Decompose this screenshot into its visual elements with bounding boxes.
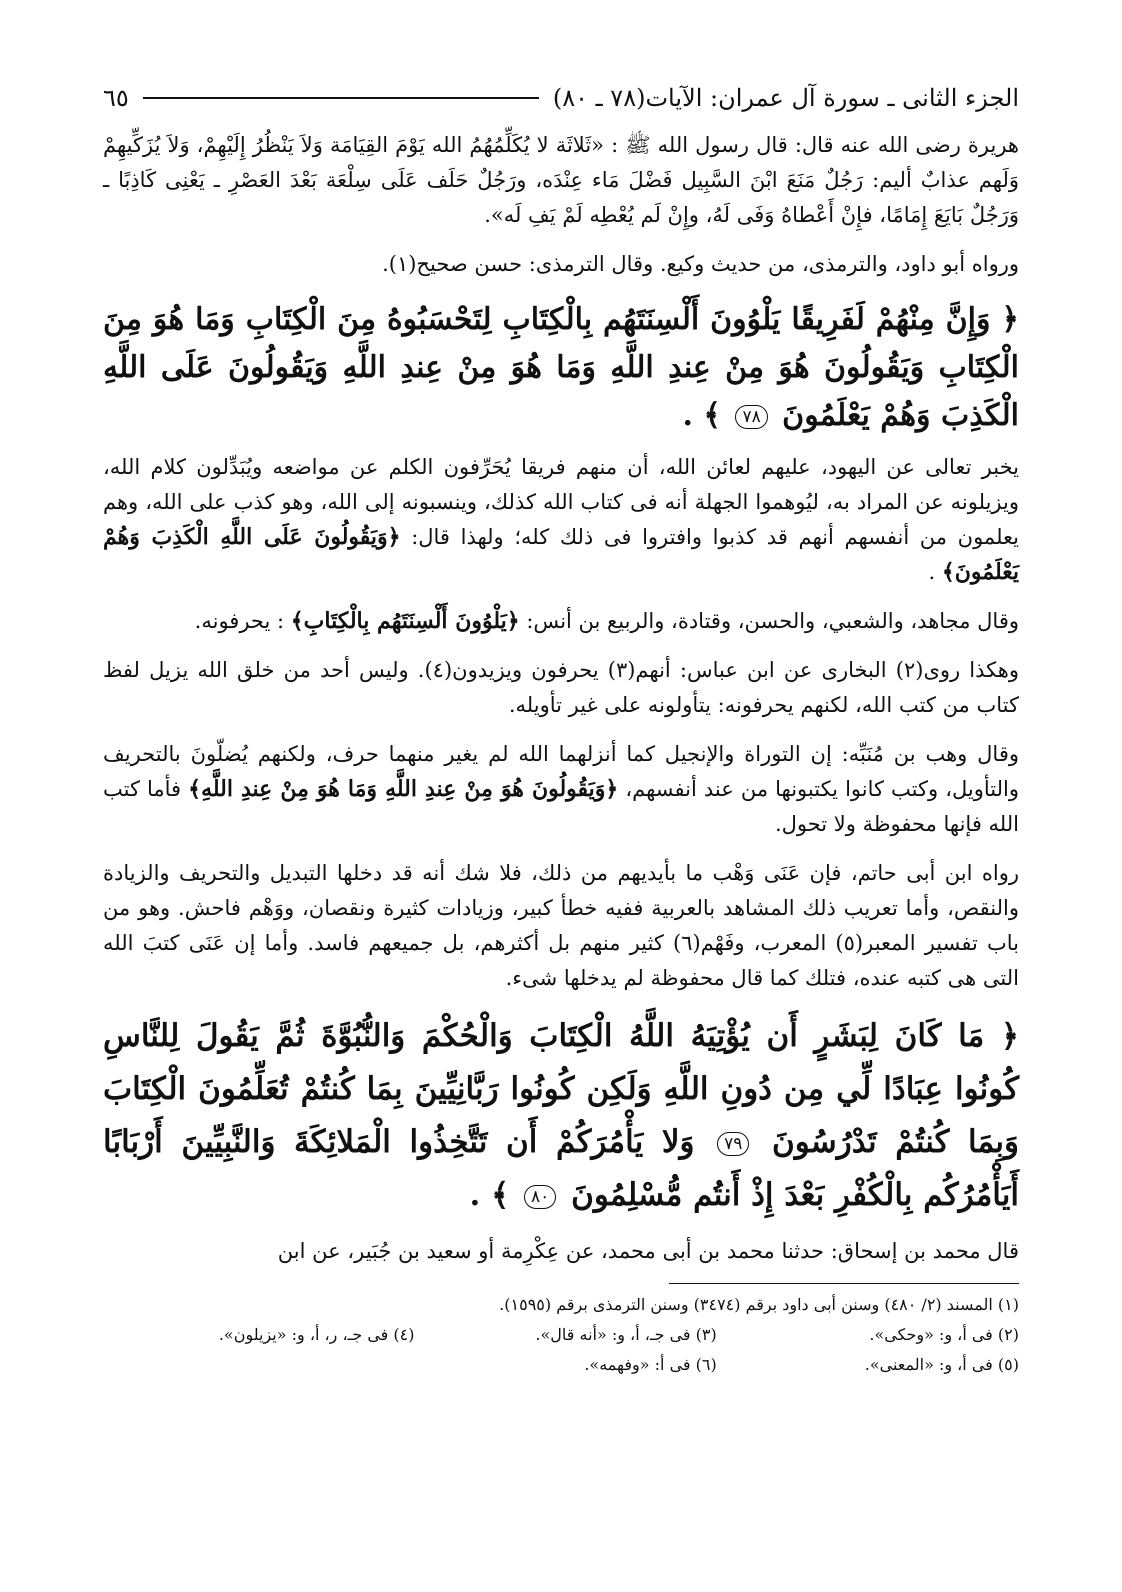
quoted-verse: ﴿يَلْوُونَ أَلْسِنَتَهُم بِالْكِتَابِ﴾ xyxy=(290,608,520,634)
header-rule xyxy=(143,97,539,99)
verse-text: ﴿ مَا كَانَ لِبَشَرٍ أَن يُؤْتِيَهُ اللَّهُ الْكِتَابَ وَالْحُكْمَ وَالنُّبُوَّةَ ثُمَّ يَقُولَ لِلنَّاسِ كُونُوا عِبَادًا لِّي مِن دُونِ اللَّهِ وَلَكِن كُونُوا رَبَّانِيِّينَ بِمَا كُنتُمْ تُعَلِّمُونَ الْكِتَابَ وَبِمَا كُنتُمْ تَدْرُسُونَ xyxy=(103,1018,1019,1160)
tafsir-paragraph: قال محمد بن إسحاق: حدثنا محمد بن أبى محمد، عن عِكْرِمة أو سعيد بن جُبَير، عن ابن xyxy=(277,1239,1019,1263)
tafsir-paragraph: وهكذا روى(٢) البخارى عن ابن عباس: أنهم(٣) يحرفون ويزيدون(٤). وليس أحد من خلق الله يزيل لفظ كتاب من كتب الله، لكنهم يحرفونه: يتأولونه على غير تأويله. xyxy=(103,658,1019,717)
tafsir-text: وقال وهب بن مُنَبِّه: إن التوراة والإنجيل كما أنزلهما الله لم يغير منهما حرف، ولكنهم يُضلّونَ بالتحريف والتأويل، وكتب كانوا يكتبونها من عند أنفسهم، xyxy=(103,742,1019,801)
hadith-paragraph: هريرة رضى الله عنه قال: قال رسول الله ﷺ : «ثَلاثَة لا يُكَلِّمُهُمُ الله يَوْمَ القِيَامَة وَلاَ يَنْظُرُ إِلَيْهِمْ، وَلاَ يُزَكِّيهِمْ وَلَهم عذابٌ أليم: رَجُلٌ مَنَعَ ابْنَ السَّبِيل فَضْلَ مَاء عِنْدَه، ورَجُلٌ حَلَف عَلَى سِلْعَة بَعْدَ العَصْرِ ـ يَعْنِى كَاذِبًا ـ وَرَجُلٌ بَايَعَ إِمَامًا، فإِنْ أَعْطاهُ وَفَى لَهُ، وإِنْ لَم يُعْطِه لَمْ يَفِ لَه». xyxy=(103,133,1019,227)
quoted-verse: ﴿وَيَقُولُونَ عَلَى اللَّهِ الْكَذِبَ وَهُمْ يَعْلَمُونَ﴾ xyxy=(103,524,1019,585)
ayah-number-marker: ٧٩ xyxy=(717,1132,749,1156)
verse-end: ﴾ . xyxy=(682,398,721,433)
footnote-1: (١) المسند (٢/ ٤٨٠) وسنن أبى داود برقم (٣٤٧٤) وسنن الترمذى برقم (١٥٩٥). xyxy=(499,1295,1019,1314)
footnote-3: (٣) فى جـ، أ، و: «أنه قال». xyxy=(535,1325,717,1344)
quran-verses-79-80 xyxy=(103,1010,1019,1222)
footnote-2: (٢) فى أ، و: «وحكى». xyxy=(869,1325,1019,1344)
tafsir-text: : يحرفونه. xyxy=(194,609,285,633)
page-header xyxy=(103,74,1019,122)
footnote-rule xyxy=(669,1283,1019,1284)
tafsir-paragraph xyxy=(103,737,1019,842)
quran-verse-78 xyxy=(103,296,1019,440)
tafsir-text: فأما كتب الله فإنها محفوظة ولا تحول. xyxy=(103,777,1019,836)
footnote-row xyxy=(103,1320,1019,1350)
verse-text: ﴿ وَإِنَّ مِنْهُمْ لَفَرِيقًا يَلْوُونَ أَلْسِنَتَهُم بِالْكِتَابِ لِتَحْسَبُوهُ مِنَ الْكِتَابِ وَمَا هُوَ مِنَ الْكِتَابِ وَيَقُولُونَ هُوَ مِنْ عِندِ اللَّهِ وَمَا هُوَ مِنْ عِندِ اللَّهِ وَيَقُولُونَ عَلَى اللَّهِ الْكَذِبَ وَهُمْ يَعْلَمُونَ xyxy=(103,302,1019,433)
footnote-row xyxy=(103,1290,1019,1320)
footnote-6: (٦) فى أ: «وفهمه». xyxy=(584,1355,717,1374)
ayah-number-marker: ٨٠ xyxy=(524,1185,556,1209)
narration-paragraph: ورواه أبو داود، والترمذى، من حديث وكيع. وقال الترمذى: حسن صحيح(١). xyxy=(382,252,1019,276)
footnote-row xyxy=(103,1350,1019,1380)
tafsir-paragraph xyxy=(103,450,1019,590)
footnote-4: (٤) فى جـ، ر، أ، و: «يزيلون». xyxy=(218,1325,415,1344)
footnotes xyxy=(103,1290,1019,1380)
running-title: الجزء الثانى ـ سورة آل عمران: الآيات(٧٨ ـ ٨٠) xyxy=(552,84,1019,112)
ayah-number-marker: ٧٨ xyxy=(735,405,767,429)
tafsir-text: يخبر تعالى عن اليهود، عليهم لعائن الله، أن منهم فريقا يُحَرِّفون الكلم عن مواضعه ويُبَدِّلون كلام الله، ويزيلونه عن المراد به، ليُوهموا الجهلة أنه فى كتاب الله كذلك، وينسبونه إلى الله، وهو كذب على الله، وهم يعلمون من أنفسهم أنهم قد كذبوا وافتروا فى ذلك كله؛ ولهذا قال: xyxy=(103,455,1019,549)
page-number: ٦٥ xyxy=(103,84,129,112)
verse-text: وَلا يَأْمُرَكُمْ أَن تَتَّخِذُوا الْمَلائِكَةَ وَالنَّبِيِّينَ أَرْبَابًا أَيَأْمُرُكُم بِالْكُفْرِ بَعْدَ إِذْ أَنتُم مُّسْلِمُونَ xyxy=(103,1124,1019,1213)
tafsir-paragraph xyxy=(103,604,1019,639)
footnote-5: (٥) فى أ، و: «المعنى». xyxy=(864,1355,1019,1374)
tafsir-paragraph: رواه ابن أبى حاتم، فإن عَنَى وَهْب ما بأيديهم من ذلك، فلا شك أنه قد دخلها التبديل والتحريف والزيادة والنقص، وأما تعريب ذلك المشاهد بالعربية ففيه خطأ كبير، وزيادات كثيرة ونقصان، ووَهْم فاحش. وهو من باب تفسير المعبر(٥) المعرب، وفَهْم(٦) كثير منهم بل أكثرهم، بل جميعهم فاسد. وأما إن عَنَى كتبَ الله التى هى كتبه عنده، فتلك كما قال محفوظة لم يدخلها شىء. xyxy=(103,861,1019,990)
verse-end: ﴾ . xyxy=(469,1177,510,1213)
tafsir-text: . xyxy=(928,560,936,584)
quoted-verse: ﴿وَيَقُولُونَ هُوَ مِنْ عِندِ اللَّهِ وَمَا هُوَ مِنْ عِندِ اللَّهِ﴾ xyxy=(188,776,619,802)
tafsir-text: وقال مجاهد، والشعبي، والحسن، وقتادة، والربيع بن أنس: xyxy=(526,609,1019,633)
